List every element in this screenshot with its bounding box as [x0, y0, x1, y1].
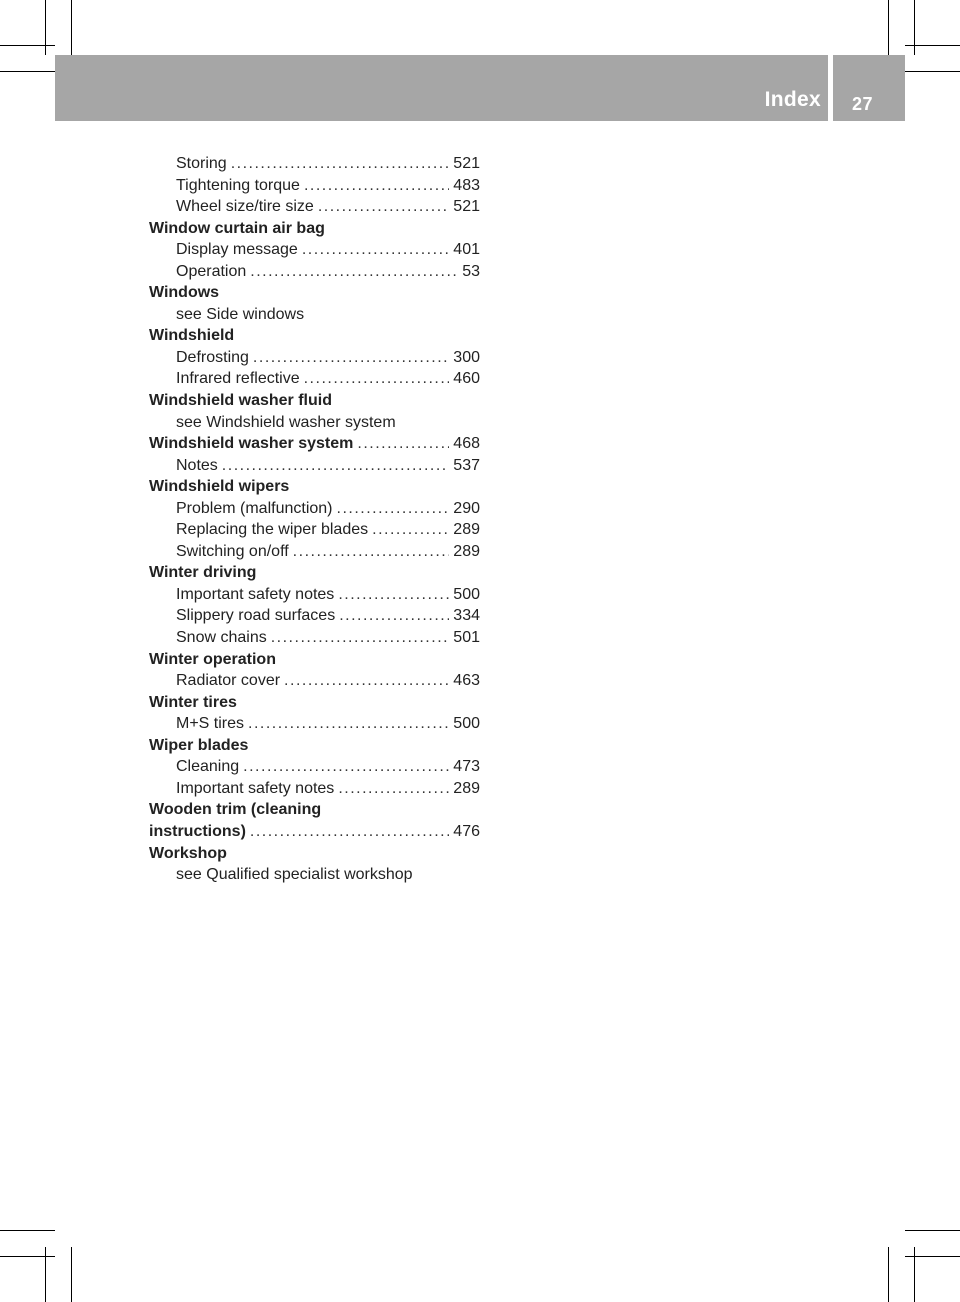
entry-label: instructions) — [149, 822, 246, 840]
dot-leader — [338, 584, 449, 606]
entry-label: Storing — [176, 155, 227, 172]
entry-label: Display message — [176, 241, 298, 259]
entry-page-number: 289 — [453, 521, 480, 539]
index-sub-entry — [149, 584, 480, 606]
crop-mark — [0, 1230, 55, 1231]
entry-page-number: 500 — [453, 585, 480, 603]
index-sub-entry — [149, 304, 480, 326]
entry-label: Windshield washer fluid — [149, 392, 332, 410]
dot-leader — [293, 541, 450, 563]
entry-page-number: 483 — [453, 176, 480, 194]
dot-leader — [337, 498, 450, 520]
index-sub-entry — [149, 756, 480, 778]
entry-label: Replacing the wiper blades — [176, 521, 369, 539]
index-sub-entry — [149, 368, 480, 390]
dot-leader — [304, 175, 449, 197]
index-sub-entry — [149, 498, 480, 520]
index-main-entry — [149, 799, 480, 821]
index-sub-entry — [149, 239, 480, 261]
entry-label: Windshield washer system — [149, 435, 354, 453]
entry-page-number: 289 — [453, 779, 480, 797]
entry-label: Window curtain air bag — [149, 219, 325, 237]
index-sub-entry — [149, 864, 480, 886]
entry-label: Cleaning — [176, 758, 240, 776]
dot-leader — [339, 605, 449, 627]
entry-page-number: 500 — [453, 715, 480, 733]
dot-leader — [243, 756, 449, 778]
dot-leader — [271, 627, 450, 649]
dot-leader — [357, 433, 449, 455]
dot-leader — [284, 670, 449, 692]
crop-mark — [905, 71, 960, 72]
index-sub-entry — [149, 670, 480, 692]
dot-leader — [248, 713, 449, 735]
index-sub-entry — [149, 196, 480, 218]
entry-page-number: 401 — [453, 241, 480, 259]
entry-label: Wiper blades — [149, 736, 249, 754]
index-sub-entry — [149, 778, 480, 800]
crop-mark — [45, 0, 46, 55]
index-sub-entry — [149, 713, 480, 735]
index-sub-entry — [149, 605, 480, 627]
index-sub-entry — [149, 519, 480, 541]
index-sub-entry — [149, 153, 480, 175]
entry-page-number: 473 — [453, 758, 480, 776]
entry-label: Windshield wipers — [149, 478, 290, 496]
index-main-entry — [149, 735, 480, 757]
entry-page-number: 460 — [453, 370, 480, 388]
entry-label: Infrared reflective — [176, 370, 300, 388]
entry-label: Slippery road surfaces — [176, 607, 336, 625]
index-main-entry — [149, 562, 480, 584]
index-main-entry — [149, 692, 480, 714]
dot-leader — [318, 196, 449, 218]
entry-page-number: 300 — [453, 348, 480, 366]
index-main-entry — [149, 282, 480, 304]
crop-mark — [71, 1247, 72, 1302]
index-main-entry — [149, 476, 480, 498]
dot-leader — [231, 153, 450, 175]
entry-label: Notes — [176, 456, 218, 474]
index-list — [149, 153, 480, 886]
entry-label: Winter operation — [149, 650, 276, 668]
entry-label: see Qualified specialist workshop — [176, 866, 413, 884]
entry-page-number: 501 — [453, 629, 480, 647]
dot-leader — [304, 368, 450, 390]
entry-label: see Windshield washer system — [176, 413, 396, 431]
entry-label: Workshop — [149, 844, 227, 862]
entry-label: Radiator cover — [176, 672, 281, 690]
index-main-entry — [149, 390, 480, 412]
entry-page-number: 521 — [453, 155, 480, 172]
entry-page-number: 521 — [453, 198, 480, 216]
entry-label: Switching on/off — [176, 542, 289, 560]
index-main-entry — [149, 325, 480, 347]
index-main-entry — [149, 821, 480, 843]
entry-label: Winter tires — [149, 693, 237, 711]
dot-leader — [250, 261, 458, 283]
entry-label: see Side windows — [176, 305, 305, 323]
page-number: 27 — [852, 94, 874, 114]
index-sub-entry — [149, 541, 480, 563]
crop-mark — [0, 1256, 55, 1257]
entry-label: Problem (malfunction) — [176, 499, 333, 517]
index-main-entry — [149, 843, 480, 865]
index-main-entry — [149, 649, 480, 671]
entry-page-number: 334 — [453, 607, 480, 625]
dot-leader — [250, 821, 449, 843]
entry-label: Winter driving — [149, 564, 257, 582]
section-title: Index — [764, 88, 821, 111]
index-sub-entry — [149, 627, 480, 649]
entry-label: Operation — [176, 262, 247, 280]
index-sub-entry — [149, 261, 480, 283]
dot-leader — [253, 347, 449, 369]
entry-label: Windshield — [149, 327, 235, 345]
entry-label: Important safety notes — [176, 585, 335, 603]
entry-page-number: 476 — [453, 822, 480, 840]
entry-page-number: 537 — [453, 456, 480, 474]
crop-mark — [888, 1247, 889, 1302]
entry-label: Important safety notes — [176, 779, 335, 797]
index-main-entry — [149, 433, 480, 455]
entry-label: Snow chains — [176, 629, 267, 647]
index-sub-entry — [149, 175, 480, 197]
crop-mark — [905, 45, 960, 46]
dot-leader — [302, 239, 449, 261]
crop-mark — [905, 1230, 960, 1231]
crop-mark — [888, 0, 889, 55]
index-sub-entry — [149, 455, 480, 477]
entry-page-number: 463 — [453, 672, 480, 690]
dot-leader — [372, 519, 449, 541]
crop-mark — [0, 71, 55, 72]
crop-mark — [71, 0, 72, 55]
entry-label: M+S tires — [176, 715, 245, 733]
index-sub-entry — [149, 347, 480, 369]
crop-mark — [0, 45, 55, 46]
dot-leader — [338, 778, 449, 800]
header-divider — [828, 55, 833, 121]
entry-page-number: 289 — [453, 542, 480, 560]
entry-label: Wooden trim (cleaning — [149, 801, 322, 819]
index-sub-entry — [149, 412, 480, 434]
crop-mark — [914, 0, 915, 55]
entry-label: Defrosting — [176, 348, 249, 366]
entry-label: Tightening torque — [176, 176, 300, 194]
entry-page-number: 468 — [453, 435, 480, 453]
index-main-entry — [149, 218, 480, 240]
entry-page-number: 290 — [453, 499, 480, 517]
entry-label: Wheel size/tire size — [176, 198, 314, 216]
entry-label: Windows — [149, 284, 220, 302]
dot-leader — [222, 455, 450, 477]
entry-page-number: 53 — [462, 262, 480, 280]
crop-mark — [905, 1256, 960, 1257]
